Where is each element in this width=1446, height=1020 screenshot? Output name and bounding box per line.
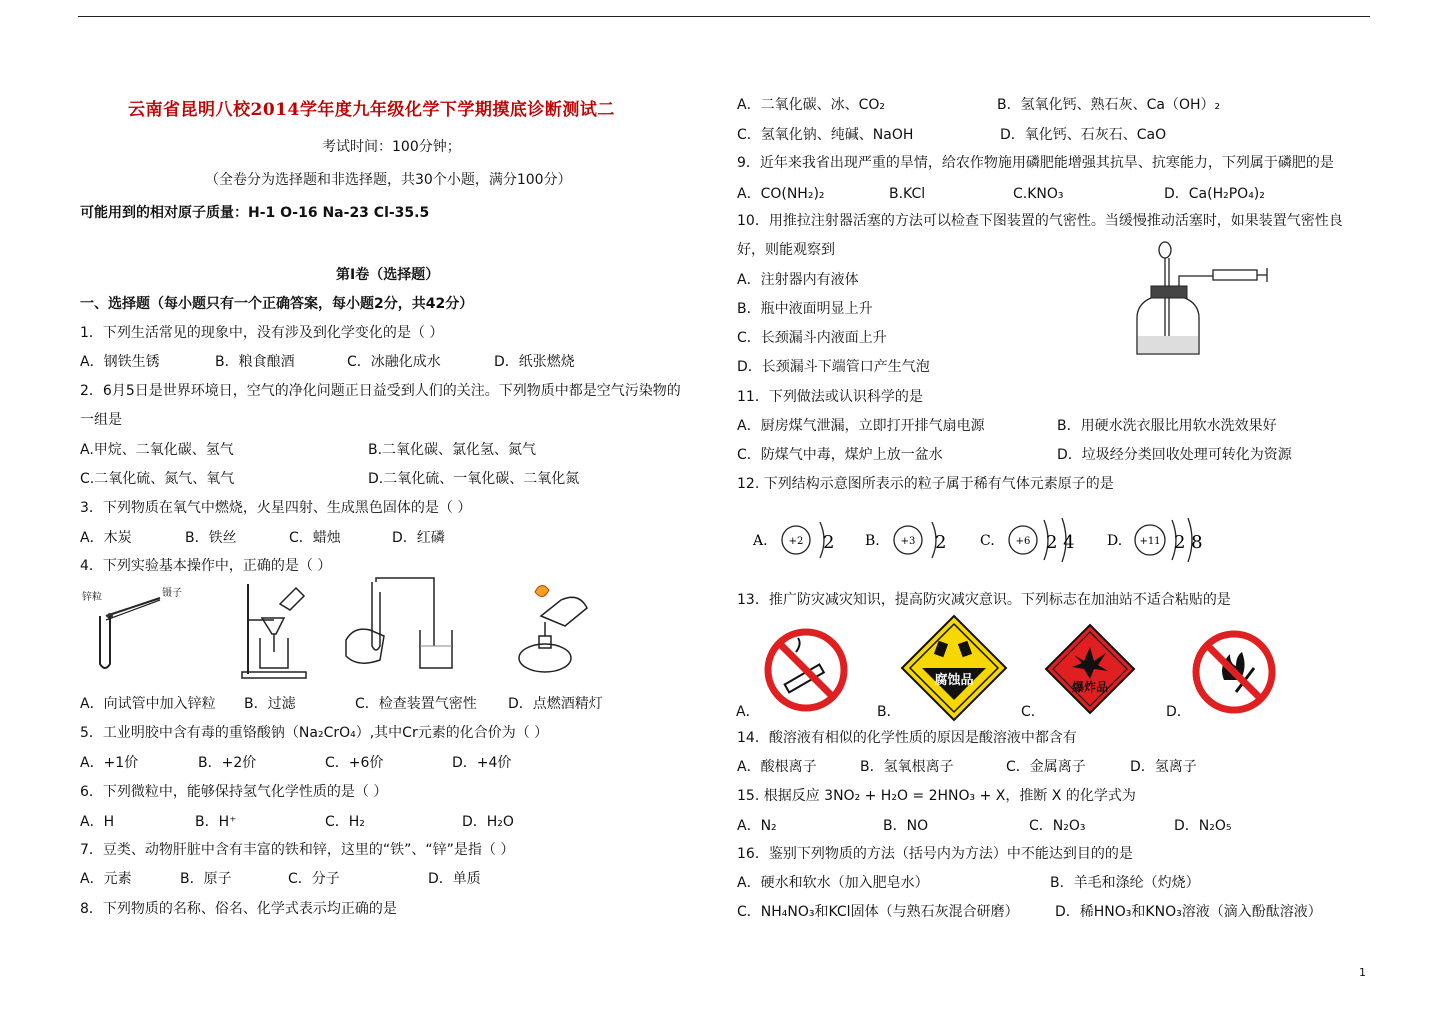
explosive-label: 爆炸品 bbox=[1071, 680, 1109, 694]
atom-c bbox=[980, 518, 1075, 562]
sign-letter: A． bbox=[736, 704, 760, 720]
option: A．向试管中加入锌粒 bbox=[80, 696, 216, 712]
question-14: 14．酸溶液有相似的化学性质的原因是酸溶液中都含有 bbox=[737, 730, 1077, 746]
question-11: 11．下列做法或认识科学的是 bbox=[737, 389, 923, 405]
question-13: 13．推广防灾减灾知识，提高防灾减灾意识。下列标志在加油站不适合粘贴的是 bbox=[737, 592, 1231, 608]
option: C．氢氧化钠、纯碱、NaOH bbox=[737, 127, 914, 143]
option: B．H⁺ bbox=[195, 814, 237, 830]
question-9: 9．近年来我省出现严重的旱情，给农作物施用磷肥能增强其抗旱、抗寒能力，下列属于磷肥的是 bbox=[737, 155, 1334, 171]
option: B．NO bbox=[883, 818, 929, 834]
option: A．CO(NH₂)₂ bbox=[737, 186, 825, 202]
svg-text:2 8: 2 8 bbox=[1174, 532, 1203, 553]
explosive-sign bbox=[1044, 623, 1136, 715]
option: D．长颈漏斗下端管口产生气泡 bbox=[737, 359, 930, 375]
option: D．氢离子 bbox=[1130, 759, 1197, 775]
sign-letter: B． bbox=[877, 704, 901, 720]
svg-text:+6: +6 bbox=[1015, 536, 1031, 547]
svg-text:+2: +2 bbox=[788, 536, 804, 547]
question-8: 8．下列物质的名称、俗名、化学式表示均正确的是 bbox=[80, 901, 397, 917]
option: D．红磷 bbox=[392, 530, 445, 546]
top-rule bbox=[78, 16, 1370, 17]
question-15: 15. 根据反应 3NO₂ + H₂O = 2HNO₃ + X，推断 X 的化学式为 bbox=[737, 788, 1136, 804]
question-10-cont: 好，则能观察到 bbox=[737, 242, 835, 258]
option: C．金属离子 bbox=[1006, 759, 1086, 775]
option: A．H bbox=[80, 814, 115, 830]
option: B．粮食酿酒 bbox=[215, 354, 295, 370]
option: A．厨房煤气泄漏，立即打开排气扇电源 bbox=[737, 418, 985, 434]
svg-text:+3: +3 bbox=[900, 536, 916, 547]
option: C．+6价 bbox=[325, 755, 384, 771]
option: B．氢氧化钙、熟石灰、Ca（OH）₂ bbox=[997, 97, 1221, 113]
option: A.甲烷、二氧化碳、氢气 bbox=[80, 442, 234, 458]
no-smoking-sign bbox=[762, 626, 850, 714]
exam-note: （全卷分为选择题和非选择题，共30个小题，满分100分） bbox=[205, 172, 572, 188]
option: A．注射器内有液体 bbox=[737, 272, 859, 288]
option: B．氢氧根离子 bbox=[860, 759, 954, 775]
atom-structures-figure bbox=[750, 514, 1210, 566]
option: B．铁丝 bbox=[185, 530, 237, 546]
test-tube-tweezers-figure bbox=[80, 582, 190, 677]
option: B.二氧化碳、氯化氢、氮气 bbox=[368, 442, 537, 458]
question-12: 12. 下列结构示意图所表示的粒子属于稀有气体元素原子的是 bbox=[737, 476, 1114, 492]
bottle-syringe-figure bbox=[1135, 238, 1275, 358]
option: A．木炭 bbox=[80, 530, 132, 546]
option: C.KNO₃ bbox=[1013, 186, 1064, 202]
option: A．钢铁生锈 bbox=[80, 354, 160, 370]
option: C．检查装置气密性 bbox=[355, 696, 477, 712]
svg-text:2: 2 bbox=[823, 532, 835, 553]
question-6: 6．下列微粒中，能够保持氢气化学性质的是（ ） bbox=[80, 784, 388, 800]
svg-text:2 4: 2 4 bbox=[1046, 532, 1075, 553]
figure-label-zinc: 锌粒 bbox=[82, 592, 102, 603]
option: A．酸根离子 bbox=[737, 759, 817, 775]
svg-text:+11: +11 bbox=[1139, 536, 1161, 547]
figure-label-tweezers: 镊子 bbox=[162, 588, 182, 599]
option: D．纸张燃烧 bbox=[494, 354, 575, 370]
volume-title: 第Ⅰ卷（选择题） bbox=[336, 267, 440, 283]
option: C.二氧化硫、氮气、氧气 bbox=[80, 471, 235, 487]
atom-a bbox=[752, 522, 834, 558]
atomic-mass: 可能用到的相对原子质量：H-1 O-16 Na-23 Cl-35.5 bbox=[80, 205, 430, 221]
page-title: 云南省昆明八校2014学年度九年级化学下学期摸底诊断测试二 bbox=[128, 100, 615, 120]
option: C．NH₄NO₃和KCl固体（与熟石灰混合研磨） bbox=[737, 904, 1019, 920]
option: D．Ca(H₂PO₄)₂ bbox=[1164, 186, 1265, 202]
option: C．分子 bbox=[288, 871, 340, 887]
option: B．瓶中液面明显上升 bbox=[737, 301, 873, 317]
option: B．用硬水洗衣服比用软水洗效果好 bbox=[1057, 418, 1277, 434]
part-title: 一、选择题（每小题只有一个正确答案，每小题2分，共42分） bbox=[80, 296, 474, 312]
option: A．+1价 bbox=[80, 755, 139, 771]
option: D．点燃酒精灯 bbox=[508, 696, 603, 712]
option: B．过滤 bbox=[244, 696, 296, 712]
option: A．二氧化碳、冰、CO₂ bbox=[737, 97, 885, 113]
page-number: 1 bbox=[1359, 966, 1366, 979]
option: D．N₂O₅ bbox=[1174, 818, 1232, 834]
question-10: 10．用推拉注射器活塞的方法可以检查下图装置的气密性。当缓慢推动活塞时，如果装置气密性良 bbox=[737, 213, 1343, 229]
svg-text:2: 2 bbox=[935, 532, 947, 553]
option: C．防煤气中毒，煤炉上放一盆水 bbox=[737, 447, 943, 463]
option: D．单质 bbox=[428, 871, 481, 887]
question-16: 16．鉴别下列物质的方法（括号内为方法）中不能达到目的的是 bbox=[737, 846, 1133, 862]
option: B．羊毛和涤纶（灼烧） bbox=[1050, 875, 1200, 891]
option: C．冰融化成水 bbox=[347, 354, 441, 370]
atom-b bbox=[865, 522, 946, 558]
option: D．氧化钙、石灰石、CaO bbox=[1000, 127, 1167, 143]
svg-text:D.: D. bbox=[1107, 533, 1123, 549]
option: C．N₂O₃ bbox=[1029, 818, 1086, 834]
exam-time: 考试时间：100分钟； bbox=[322, 139, 461, 155]
alcohol-lamp-figure bbox=[505, 578, 595, 683]
option: B.KCl bbox=[889, 186, 926, 202]
svg-text:C.: C. bbox=[980, 533, 995, 549]
corrosive-label: 腐蚀品 bbox=[934, 673, 974, 688]
option: D．+4价 bbox=[452, 755, 512, 771]
option: D．垃圾经分类回收处理可转化为资源 bbox=[1057, 447, 1292, 463]
question-5: 5．工业明胶中含有毒的重铬酸钠（Na₂CrO₄）,其中Cr元素的化合价为（ ） bbox=[80, 725, 549, 741]
question-2-cont: 一组是 bbox=[80, 412, 122, 428]
question-3: 3．下列物质在氧气中燃烧，火星四射、生成黑色固体的是（ ） bbox=[80, 500, 472, 516]
filtration-figure bbox=[240, 582, 310, 682]
option: A．硬水和软水（加入肥皂水） bbox=[737, 875, 929, 891]
question-1: 1．下列生活常见的现象中，没有涉及到化学变化的是（ ） bbox=[80, 325, 444, 341]
option: C．蜡烛 bbox=[289, 530, 341, 546]
option: A．元素 bbox=[80, 871, 132, 887]
option: D.二氧化硫、一氧化碳、二氧化氮 bbox=[368, 471, 580, 487]
option: B．+2价 bbox=[198, 755, 257, 771]
question-2: 2．6月5日是世界环境日，空气的净化问题正日益受到人们的关注。下列物质中都是空气污染物的 bbox=[80, 383, 681, 399]
option: D．稀HNO₃和KNO₃溶液（滴入酚酞溶液） bbox=[1055, 904, 1322, 920]
sign-letter: C． bbox=[1021, 704, 1045, 720]
option: C．H₂ bbox=[325, 814, 365, 830]
option: D．H₂O bbox=[462, 814, 514, 830]
svg-text:B.: B. bbox=[865, 533, 880, 549]
question-4: 4．下列实验基本操作中，正确的是（ ） bbox=[80, 558, 332, 574]
option: B．原子 bbox=[180, 871, 232, 887]
option: C．长颈漏斗内液面上升 bbox=[737, 330, 887, 346]
svg-text:A.: A. bbox=[753, 533, 768, 549]
atom-d bbox=[1107, 518, 1203, 562]
no-flame-sign bbox=[1190, 628, 1278, 716]
question-7: 7．豆类、动物肝脏中含有丰富的铁和锌，这里的“铁”、“锌”是指（ ） bbox=[80, 842, 515, 858]
sign-letter: D． bbox=[1166, 704, 1191, 720]
airtightness-figure bbox=[340, 576, 460, 686]
corrosive-sign bbox=[900, 614, 1008, 722]
option: A．N₂ bbox=[737, 818, 777, 834]
